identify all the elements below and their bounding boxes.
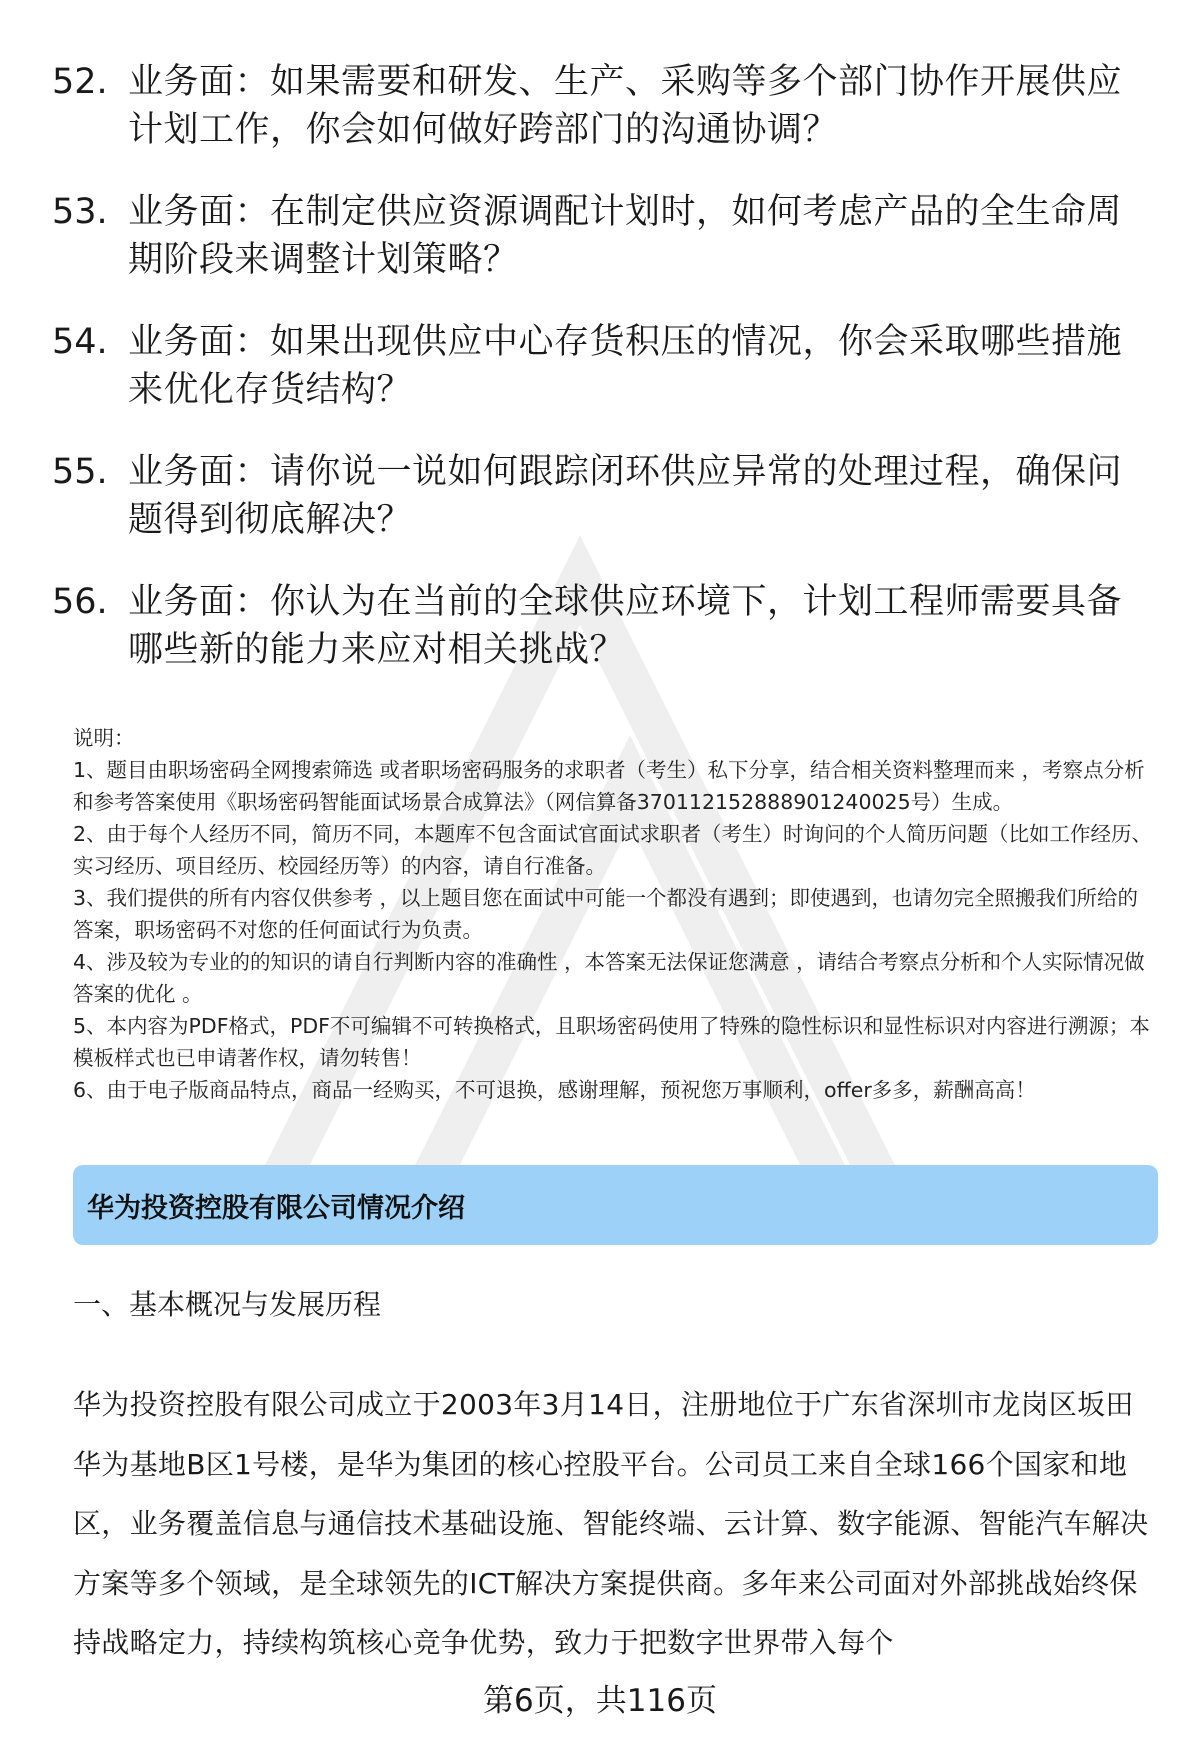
notes-title: 说明： — [73, 726, 135, 750]
note-item: 6、由于电子版商品特点，商品一经购买，不可退换，感谢理解，预祝您万事顺利，offer多多，薪酬高高！ — [73, 1078, 1036, 1102]
section-heading: 一、基本概况与发展历程 — [73, 1288, 382, 1321]
question-item — [52, 318, 1152, 414]
note-item: 2、由于每个人经历不同，简历不同，本题库不包含面试官面试求职者（考生）时询问的个人简历问题（比如工作经历、实习经历、项目经历、校园经历等）的内容，请自行准备。 — [73, 822, 1153, 878]
question-text: 业务面：如果出现供应中心存货积压的情况，你会采取哪些措施来优化存货结构？ — [128, 322, 1123, 410]
note-item: 3、我们提供的所有内容仅供参考 ，以上题目您在面试中可能一个都没有遇到；即使遇到，也请勿完全照搬我们所给的答案，职场密码不对您的任何面试行为负责。 — [73, 886, 1139, 942]
question-text: 业务面：请你说一说如何跟踪闭环供应异常的处理过程，确保问题得到彻底解决？ — [128, 452, 1123, 540]
question-text: 业务面：你认为在当前的全球供应环境下，计划工程师需要具备哪些新的能力来应对相关挑战？ — [128, 582, 1123, 670]
banner-title: 华为投资控股有限公司情况介绍 — [87, 1192, 465, 1224]
question-number: 55. — [52, 452, 108, 492]
note-item: 4、涉及较为专业的的知识的请自行判断内容的准确性 ，本答案无法保证您满意 ，请结合考察点分析和个人实际情况做答案的优化 。 — [73, 950, 1145, 1006]
question-item — [52, 188, 1152, 284]
question-text: 业务面：在制定供应资源调配计划时，如何考虑产品的全生命周期阶段来调整计划策略？ — [128, 192, 1123, 280]
question-number: 54. — [52, 322, 108, 362]
body-paragraph — [73, 1375, 1158, 1673]
note-item: 5、本内容为PDF格式，PDF不可编辑不可转换格式，且职场密码使用了特殊的隐性标识和显性标识对内容进行溯源；本模板样式也已申请著作权，请勿转售！ — [73, 1014, 1150, 1070]
question-item — [52, 58, 1152, 154]
question-number: 56. — [52, 582, 108, 622]
question-item — [52, 448, 1152, 544]
question-list — [52, 58, 1152, 708]
note-item: 1、题目由职场密码全网搜索筛选 或者职场密码服务的求职者（考生）私下分享，结合相关资料整理而来 ，考察点分析和参考答案使用《职场密码智能面试场景合成算法》（网信算备370112152888901240025号）生成。 — [73, 758, 1145, 814]
question-number: 52. — [52, 62, 108, 102]
question-item — [52, 578, 1152, 674]
company-intro-banner — [73, 1165, 1158, 1245]
question-number: 53. — [52, 192, 108, 232]
paragraph-text: 华为投资控股有限公司成立于2003年3月14日，注册地位于广东省深圳市龙岗区坂田华为基地B区1号楼，是华为集团的核心控股平台。公司员工来自全球166个国家和地区，业务覆盖信息与通信技术基础设施、智能终端、云计算、数字能源、智能汽车解决方案等多个领域，是全球领先的ICT解决方案提供商。多年来公司面对外部挑战始终保持战略定力，持续构筑核心竞争优势，致力于把数字世界带入每个 — [73, 1388, 1149, 1659]
page-number: 第6页，共116页 — [483, 1683, 717, 1719]
question-text: 业务面：如果需要和研发、生产、采购等多个部门协作开展供应计划工作，你会如何做好跨部门的沟通协调？ — [128, 62, 1123, 150]
disclaimer-notes — [73, 722, 1158, 1106]
